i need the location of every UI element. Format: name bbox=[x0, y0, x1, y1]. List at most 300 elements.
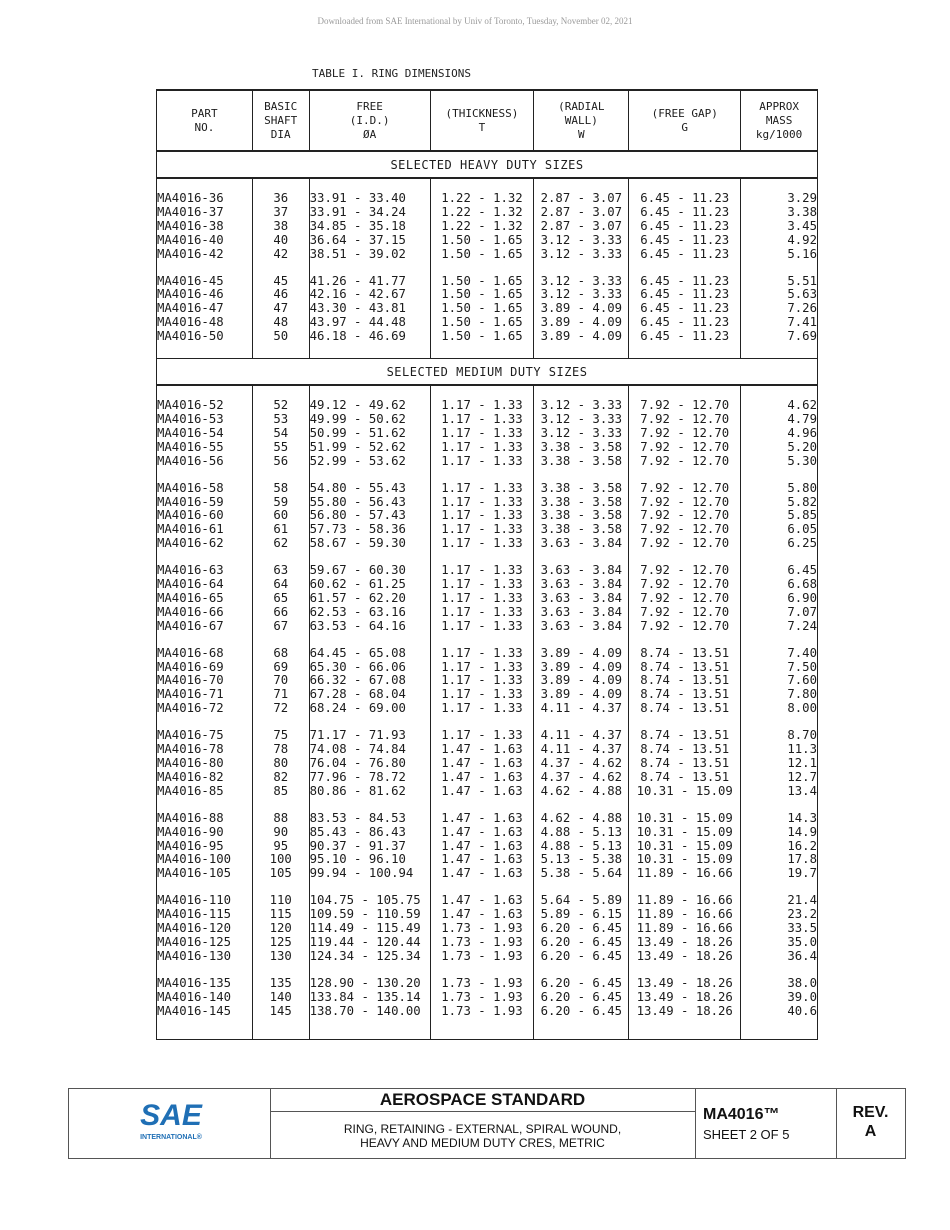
sae-logo-subtext: INTERNATIONAL® bbox=[140, 1134, 202, 1141]
free-id-cell: 36.64 - 37.15 bbox=[309, 234, 430, 248]
part-no-cell: MA4016-71 bbox=[157, 688, 253, 702]
part-no-cell: MA4016-95 bbox=[157, 840, 253, 854]
mass-cell: 7.41 bbox=[741, 316, 818, 330]
table-row bbox=[157, 894, 818, 908]
table-row bbox=[157, 743, 818, 757]
table-body bbox=[157, 151, 818, 1039]
mass-cell: 7.26 bbox=[741, 302, 818, 316]
thickness-cell: 1.17 - 1.33 bbox=[430, 441, 534, 455]
shaft-dia-cell: 85 bbox=[252, 785, 309, 799]
header-shaft-dia: BASIC SHAFT DIA bbox=[252, 90, 309, 151]
radial-wall-cell: 3.38 - 3.58 bbox=[534, 523, 629, 537]
free-id-cell: 34.85 - 35.18 bbox=[309, 220, 430, 234]
free-gap-cell: 6.45 - 11.23 bbox=[629, 330, 741, 344]
radial-wall-cell: 6.20 - 6.45 bbox=[534, 950, 629, 964]
free-id-cell: 50.99 - 51.62 bbox=[309, 427, 430, 441]
mass-cell: 4.79 bbox=[741, 413, 818, 427]
free-id-cell: 56.80 - 57.43 bbox=[309, 509, 430, 523]
radial-wall-cell: 4.62 - 4.88 bbox=[534, 785, 629, 799]
shaft-dia-cell: 54 bbox=[252, 427, 309, 441]
table-row bbox=[157, 936, 818, 950]
free-id-cell: 38.51 - 39.02 bbox=[309, 248, 430, 262]
thickness-cell: 1.50 - 1.65 bbox=[430, 330, 534, 344]
shaft-dia-cell: 60 bbox=[252, 509, 309, 523]
radial-wall-cell: 4.62 - 4.88 bbox=[534, 812, 629, 826]
part-no-cell: MA4016-47 bbox=[157, 302, 253, 316]
free-gap-cell: 8.74 - 13.51 bbox=[629, 674, 741, 688]
part-no-cell: MA4016-37 bbox=[157, 206, 253, 220]
free-gap-cell: 13.49 - 18.26 bbox=[629, 950, 741, 964]
sae-logo bbox=[135, 1101, 207, 1145]
thickness-cell: 1.17 - 1.33 bbox=[430, 688, 534, 702]
table-row bbox=[157, 330, 818, 344]
table-row bbox=[157, 482, 818, 496]
header-part-no: PART NO. bbox=[157, 90, 253, 151]
free-gap-cell: 6.45 - 11.23 bbox=[629, 206, 741, 220]
group-spacer bbox=[157, 964, 818, 977]
shaft-dia-cell: 53 bbox=[252, 413, 309, 427]
free-id-cell: 61.57 - 62.20 bbox=[309, 592, 430, 606]
radial-wall-cell: 3.38 - 3.58 bbox=[534, 441, 629, 455]
thickness-cell: 1.73 - 1.93 bbox=[430, 936, 534, 950]
table-row bbox=[157, 661, 818, 675]
thickness-cell: 1.17 - 1.33 bbox=[430, 413, 534, 427]
mass-cell: 4.92 bbox=[741, 234, 818, 248]
part-no-cell: MA4016-110 bbox=[157, 894, 253, 908]
free-id-cell: 99.94 - 100.94 bbox=[309, 867, 430, 881]
part-no-cell: MA4016-145 bbox=[157, 1005, 253, 1019]
free-id-cell: 64.45 - 65.08 bbox=[309, 647, 430, 661]
free-id-cell: 67.28 - 68.04 bbox=[309, 688, 430, 702]
radial-wall-cell: 3.89 - 4.09 bbox=[534, 647, 629, 661]
table-title: TABLE I. RING DIMENSIONS bbox=[312, 67, 471, 80]
shaft-dia-cell: 62 bbox=[252, 537, 309, 551]
part-no-cell: MA4016-68 bbox=[157, 647, 253, 661]
free-id-cell: 51.99 - 52.62 bbox=[309, 441, 430, 455]
free-id-cell: 60.62 - 61.25 bbox=[309, 578, 430, 592]
part-no-cell: MA4016-46 bbox=[157, 288, 253, 302]
free-id-cell: 128.90 - 130.20 bbox=[309, 977, 430, 991]
part-no-cell: MA4016-61 bbox=[157, 523, 253, 537]
free-gap-cell: 10.31 - 15.09 bbox=[629, 812, 741, 826]
radial-wall-cell: 3.63 - 3.84 bbox=[534, 578, 629, 592]
free-id-cell: 33.91 - 34.24 bbox=[309, 206, 430, 220]
shaft-dia-cell: 125 bbox=[252, 936, 309, 950]
radial-wall-cell: 3.89 - 4.09 bbox=[534, 330, 629, 344]
shaft-dia-cell: 61 bbox=[252, 523, 309, 537]
shaft-dia-cell: 36 bbox=[252, 192, 309, 206]
mass-cell: 7.40 bbox=[741, 647, 818, 661]
part-no-cell: MA4016-45 bbox=[157, 275, 253, 289]
free-gap-cell: 7.92 - 12.70 bbox=[629, 496, 741, 510]
part-no-cell: MA4016-65 bbox=[157, 592, 253, 606]
thickness-cell: 1.47 - 1.63 bbox=[430, 757, 534, 771]
radial-wall-cell: 3.12 - 3.33 bbox=[534, 427, 629, 441]
radial-wall-cell: 4.37 - 4.62 bbox=[534, 771, 629, 785]
free-id-cell: 65.30 - 66.06 bbox=[309, 661, 430, 675]
thickness-cell: 1.50 - 1.65 bbox=[430, 288, 534, 302]
thickness-cell: 1.17 - 1.33 bbox=[430, 509, 534, 523]
free-gap-cell: 7.92 - 12.70 bbox=[629, 427, 741, 441]
table-row bbox=[157, 991, 818, 1005]
thickness-cell: 1.47 - 1.63 bbox=[430, 867, 534, 881]
shaft-dia-cell: 140 bbox=[252, 991, 309, 1005]
group-spacer bbox=[157, 344, 818, 359]
free-gap-cell: 6.45 - 11.23 bbox=[629, 192, 741, 206]
radial-wall-cell: 3.63 - 3.84 bbox=[534, 537, 629, 551]
shaft-dia-cell: 37 bbox=[252, 206, 309, 220]
radial-wall-cell: 3.89 - 4.09 bbox=[534, 674, 629, 688]
mass-cell: 7.07 bbox=[741, 606, 818, 620]
free-id-cell: 59.67 - 60.30 bbox=[309, 564, 430, 578]
radial-wall-cell: 4.11 - 4.37 bbox=[534, 702, 629, 716]
thickness-cell: 1.22 - 1.32 bbox=[430, 220, 534, 234]
mass-cell: 3.38 bbox=[741, 206, 818, 220]
part-no-cell: MA4016-48 bbox=[157, 316, 253, 330]
free-id-cell: 63.53 - 64.16 bbox=[309, 620, 430, 634]
free-id-cell: 95.10 - 96.10 bbox=[309, 853, 430, 867]
shaft-dia-cell: 88 bbox=[252, 812, 309, 826]
mass-cell: 6.68 bbox=[741, 578, 818, 592]
radial-wall-cell: 3.89 - 4.09 bbox=[534, 302, 629, 316]
shaft-dia-cell: 58 bbox=[252, 482, 309, 496]
thickness-cell: 1.17 - 1.33 bbox=[430, 482, 534, 496]
part-no-cell: MA4016-60 bbox=[157, 509, 253, 523]
mass-cell: 7.80 bbox=[741, 688, 818, 702]
part-no-cell: MA4016-36 bbox=[157, 192, 253, 206]
part-no-cell: MA4016-85 bbox=[157, 785, 253, 799]
table-row bbox=[157, 757, 818, 771]
free-id-cell: 42.16 - 42.67 bbox=[309, 288, 430, 302]
thickness-cell: 1.73 - 1.93 bbox=[430, 1005, 534, 1019]
mass-cell: 6.90 bbox=[741, 592, 818, 606]
table-row bbox=[157, 496, 818, 510]
free-id-cell: 77.96 - 78.72 bbox=[309, 771, 430, 785]
free-gap-cell: 11.89 - 16.66 bbox=[629, 922, 741, 936]
shaft-dia-cell: 45 bbox=[252, 275, 309, 289]
free-gap-cell: 6.45 - 11.23 bbox=[629, 234, 741, 248]
part-no-cell: MA4016-90 bbox=[157, 826, 253, 840]
free-id-cell: 62.53 - 63.16 bbox=[309, 606, 430, 620]
section-heavy-duty-label: SELECTED HEAVY DUTY SIZES bbox=[157, 151, 818, 178]
shaft-dia-cell: 95 bbox=[252, 840, 309, 854]
radial-wall-cell: 5.64 - 5.89 bbox=[534, 894, 629, 908]
part-no-cell: MA4016-80 bbox=[157, 757, 253, 771]
mass-cell: 11.3 bbox=[741, 743, 818, 757]
thickness-cell: 1.17 - 1.33 bbox=[430, 496, 534, 510]
mass-cell: 7.60 bbox=[741, 674, 818, 688]
mass-cell: 7.69 bbox=[741, 330, 818, 344]
radial-wall-cell: 3.63 - 3.84 bbox=[534, 564, 629, 578]
mass-cell: 12.1 bbox=[741, 757, 818, 771]
mass-cell: 35.0 bbox=[741, 936, 818, 950]
table-row bbox=[157, 812, 818, 826]
shaft-dia-cell: 100 bbox=[252, 853, 309, 867]
document-number-cell bbox=[695, 1089, 837, 1158]
free-gap-cell: 6.45 - 11.23 bbox=[629, 220, 741, 234]
table-row bbox=[157, 688, 818, 702]
free-gap-cell: 7.92 - 12.70 bbox=[629, 441, 741, 455]
part-no-cell: MA4016-120 bbox=[157, 922, 253, 936]
free-gap-cell: 8.74 - 13.51 bbox=[629, 688, 741, 702]
radial-wall-cell: 3.38 - 3.58 bbox=[534, 455, 629, 469]
shaft-dia-cell: 38 bbox=[252, 220, 309, 234]
free-gap-cell: 8.74 - 13.51 bbox=[629, 729, 741, 743]
group-spacer bbox=[157, 1019, 818, 1033]
free-id-cell: 49.12 - 49.62 bbox=[309, 399, 430, 413]
shaft-dia-cell: 135 bbox=[252, 977, 309, 991]
free-gap-cell: 10.31 - 15.09 bbox=[629, 840, 741, 854]
mass-cell: 8.00 bbox=[741, 702, 818, 716]
radial-wall-cell: 5.38 - 5.64 bbox=[534, 867, 629, 881]
free-gap-cell: 6.45 - 11.23 bbox=[629, 275, 741, 289]
part-no-cell: MA4016-38 bbox=[157, 220, 253, 234]
table-row bbox=[157, 620, 818, 634]
thickness-cell: 1.47 - 1.63 bbox=[430, 785, 534, 799]
radial-wall-cell: 4.11 - 4.37 bbox=[534, 743, 629, 757]
thickness-cell: 1.17 - 1.33 bbox=[430, 729, 534, 743]
table-row bbox=[157, 192, 818, 206]
shaft-dia-cell: 50 bbox=[252, 330, 309, 344]
thickness-cell: 1.73 - 1.93 bbox=[430, 950, 534, 964]
shaft-dia-cell: 72 bbox=[252, 702, 309, 716]
radial-wall-cell: 4.11 - 4.37 bbox=[534, 729, 629, 743]
radial-wall-cell: 6.20 - 6.45 bbox=[534, 991, 629, 1005]
table-row bbox=[157, 592, 818, 606]
free-gap-cell: 7.92 - 12.70 bbox=[629, 482, 741, 496]
sae-logo-text: SAE bbox=[140, 1101, 202, 1132]
header-thickness: (THICKNESS) T bbox=[430, 90, 534, 151]
table-bottom bbox=[157, 1033, 818, 1040]
thickness-cell: 1.17 - 1.33 bbox=[430, 674, 534, 688]
mass-cell: 5.16 bbox=[741, 248, 818, 262]
free-gap-cell: 6.45 - 11.23 bbox=[629, 288, 741, 302]
table-row bbox=[157, 867, 818, 881]
shaft-dia-cell: 64 bbox=[252, 578, 309, 592]
part-no-cell: MA4016-67 bbox=[157, 620, 253, 634]
part-no-cell: MA4016-53 bbox=[157, 413, 253, 427]
header-free-gap: (FREE GAP) G bbox=[629, 90, 741, 151]
mass-cell: 4.62 bbox=[741, 399, 818, 413]
part-no-cell: MA4016-69 bbox=[157, 661, 253, 675]
part-no-cell: MA4016-66 bbox=[157, 606, 253, 620]
radial-wall-cell: 2.87 - 3.07 bbox=[534, 220, 629, 234]
thickness-cell: 1.17 - 1.33 bbox=[430, 661, 534, 675]
free-gap-cell: 13.49 - 18.26 bbox=[629, 991, 741, 1005]
part-no-cell: MA4016-64 bbox=[157, 578, 253, 592]
shaft-dia-cell: 90 bbox=[252, 826, 309, 840]
free-id-cell: 52.99 - 53.62 bbox=[309, 455, 430, 469]
part-no-cell: MA4016-78 bbox=[157, 743, 253, 757]
free-id-cell: 55.80 - 56.43 bbox=[309, 496, 430, 510]
thickness-cell: 1.47 - 1.63 bbox=[430, 894, 534, 908]
table-row bbox=[157, 1005, 818, 1019]
free-gap-cell: 13.49 - 18.26 bbox=[629, 977, 741, 991]
free-id-cell: 83.53 - 84.53 bbox=[309, 812, 430, 826]
thickness-cell: 1.47 - 1.63 bbox=[430, 826, 534, 840]
radial-wall-cell: 3.89 - 4.09 bbox=[534, 316, 629, 330]
shaft-dia-cell: 80 bbox=[252, 757, 309, 771]
thickness-cell: 1.47 - 1.63 bbox=[430, 853, 534, 867]
shaft-dia-cell: 48 bbox=[252, 316, 309, 330]
ring-dimensions-table bbox=[156, 89, 818, 1040]
revision-value: A bbox=[864, 1123, 877, 1140]
free-gap-cell: 7.92 - 12.70 bbox=[629, 606, 741, 620]
radial-wall-cell: 3.63 - 3.84 bbox=[534, 620, 629, 634]
shaft-dia-cell: 105 bbox=[252, 867, 309, 881]
mass-cell: 3.45 bbox=[741, 220, 818, 234]
free-id-cell: 138.70 - 140.00 bbox=[309, 1005, 430, 1019]
thickness-cell: 1.73 - 1.93 bbox=[430, 977, 534, 991]
shaft-dia-cell: 70 bbox=[252, 674, 309, 688]
radial-wall-cell: 6.20 - 6.45 bbox=[534, 922, 629, 936]
thickness-cell: 1.50 - 1.65 bbox=[430, 275, 534, 289]
mass-cell: 38.0 bbox=[741, 977, 818, 991]
mass-cell: 3.29 bbox=[741, 192, 818, 206]
radial-wall-cell: 2.87 - 3.07 bbox=[534, 192, 629, 206]
mass-cell: 8.70 bbox=[741, 729, 818, 743]
mass-cell: 39.0 bbox=[741, 991, 818, 1005]
free-gap-cell: 7.92 - 12.70 bbox=[629, 399, 741, 413]
table-row bbox=[157, 427, 818, 441]
mass-cell: 6.25 bbox=[741, 537, 818, 551]
free-id-cell: 133.84 - 135.14 bbox=[309, 991, 430, 1005]
table-row bbox=[157, 702, 818, 716]
document-number: MA4016™ bbox=[703, 1106, 780, 1123]
shaft-dia-cell: 115 bbox=[252, 908, 309, 922]
standard-label: AEROSPACE STANDARD bbox=[270, 1089, 695, 1112]
table-header-row bbox=[157, 90, 818, 151]
part-no-cell: MA4016-42 bbox=[157, 248, 253, 262]
free-id-cell: 41.26 - 41.77 bbox=[309, 275, 430, 289]
free-id-cell: 124.34 - 125.34 bbox=[309, 950, 430, 964]
table-row bbox=[157, 977, 818, 991]
thickness-cell: 1.22 - 1.32 bbox=[430, 192, 534, 206]
thickness-cell: 1.17 - 1.33 bbox=[430, 564, 534, 578]
part-no-cell: MA4016-50 bbox=[157, 330, 253, 344]
table-row bbox=[157, 523, 818, 537]
radial-wall-cell: 3.12 - 3.33 bbox=[534, 248, 629, 262]
shaft-dia-cell: 65 bbox=[252, 592, 309, 606]
table-row bbox=[157, 908, 818, 922]
table-row bbox=[157, 455, 818, 469]
header-radial-wall: (RADIAL WALL) W bbox=[534, 90, 629, 151]
group-spacer bbox=[157, 178, 818, 192]
mass-cell: 36.4 bbox=[741, 950, 818, 964]
radial-wall-cell: 4.88 - 5.13 bbox=[534, 840, 629, 854]
group-spacer bbox=[157, 469, 818, 482]
part-no-cell: MA4016-140 bbox=[157, 991, 253, 1005]
shaft-dia-cell: 120 bbox=[252, 922, 309, 936]
table-row bbox=[157, 826, 818, 840]
thickness-cell: 1.17 - 1.33 bbox=[430, 606, 534, 620]
table-row bbox=[157, 578, 818, 592]
free-gap-cell: 6.45 - 11.23 bbox=[629, 248, 741, 262]
table-row bbox=[157, 840, 818, 854]
section-medium-duty bbox=[157, 359, 818, 386]
shaft-dia-cell: 42 bbox=[252, 248, 309, 262]
radial-wall-cell: 3.12 - 3.33 bbox=[534, 288, 629, 302]
mass-cell: 5.80 bbox=[741, 482, 818, 496]
free-id-cell: 54.80 - 55.43 bbox=[309, 482, 430, 496]
part-no-cell: MA4016-54 bbox=[157, 427, 253, 441]
table-row bbox=[157, 302, 818, 316]
radial-wall-cell: 3.38 - 3.58 bbox=[534, 496, 629, 510]
table-row bbox=[157, 206, 818, 220]
free-gap-cell: 11.89 - 16.66 bbox=[629, 867, 741, 881]
radial-wall-cell: 3.12 - 3.33 bbox=[534, 234, 629, 248]
thickness-cell: 1.47 - 1.63 bbox=[430, 840, 534, 854]
revision-label: REV. bbox=[852, 1104, 889, 1121]
shaft-dia-cell: 71 bbox=[252, 688, 309, 702]
mass-cell: 4.96 bbox=[741, 427, 818, 441]
part-no-cell: MA4016-59 bbox=[157, 496, 253, 510]
free-id-cell: 80.86 - 81.62 bbox=[309, 785, 430, 799]
mass-cell: 5.82 bbox=[741, 496, 818, 510]
thickness-cell: 1.47 - 1.63 bbox=[430, 771, 534, 785]
free-gap-cell: 7.92 - 12.70 bbox=[629, 455, 741, 469]
table-row bbox=[157, 771, 818, 785]
free-gap-cell: 7.92 - 12.70 bbox=[629, 578, 741, 592]
thickness-cell: 1.17 - 1.33 bbox=[430, 523, 534, 537]
part-no-cell: MA4016-135 bbox=[157, 977, 253, 991]
header-free-id: FREE (I.D.) ØA bbox=[309, 90, 430, 151]
thickness-cell: 1.17 - 1.33 bbox=[430, 537, 534, 551]
table-row bbox=[157, 564, 818, 578]
part-no-cell: MA4016-63 bbox=[157, 564, 253, 578]
part-no-cell: MA4016-72 bbox=[157, 702, 253, 716]
thickness-cell: 1.47 - 1.63 bbox=[430, 743, 534, 757]
thickness-cell: 1.47 - 1.63 bbox=[430, 812, 534, 826]
mass-cell: 23.2 bbox=[741, 908, 818, 922]
radial-wall-cell: 3.12 - 3.33 bbox=[534, 399, 629, 413]
table-row bbox=[157, 316, 818, 330]
shaft-dia-cell: 55 bbox=[252, 441, 309, 455]
title-block bbox=[68, 1088, 906, 1159]
radial-wall-cell: 3.63 - 3.84 bbox=[534, 606, 629, 620]
shaft-dia-cell: 67 bbox=[252, 620, 309, 634]
mass-cell: 19.7 bbox=[741, 867, 818, 881]
thickness-cell: 1.17 - 1.33 bbox=[430, 578, 534, 592]
thickness-cell: 1.50 - 1.65 bbox=[430, 234, 534, 248]
table-row bbox=[157, 248, 818, 262]
free-id-cell: 49.99 - 50.62 bbox=[309, 413, 430, 427]
section-medium-duty-label: SELECTED MEDIUM DUTY SIZES bbox=[157, 359, 818, 386]
table-row bbox=[157, 606, 818, 620]
free-gap-cell: 8.74 - 13.51 bbox=[629, 647, 741, 661]
shaft-dia-cell: 46 bbox=[252, 288, 309, 302]
radial-wall-cell: 3.38 - 3.58 bbox=[534, 509, 629, 523]
free-id-cell: 66.32 - 67.08 bbox=[309, 674, 430, 688]
radial-wall-cell: 6.20 - 6.45 bbox=[534, 1005, 629, 1019]
header-approx-mass: APPROX MASS kg/1000 bbox=[741, 90, 818, 151]
shaft-dia-cell: 66 bbox=[252, 606, 309, 620]
mass-cell: 7.50 bbox=[741, 661, 818, 675]
thickness-cell: 1.50 - 1.65 bbox=[430, 316, 534, 330]
radial-wall-cell: 3.38 - 3.58 bbox=[534, 482, 629, 496]
mass-cell: 5.51 bbox=[741, 275, 818, 289]
free-id-cell: 57.73 - 58.36 bbox=[309, 523, 430, 537]
mass-cell: 5.63 bbox=[741, 288, 818, 302]
title-cell bbox=[270, 1089, 696, 1158]
shaft-dia-cell: 75 bbox=[252, 729, 309, 743]
part-no-cell: MA4016-125 bbox=[157, 936, 253, 950]
document-title: RING, RETAINING - EXTERNAL, SPIRAL WOUND, HEAVY AND MEDIUM DUTY CRES, METRIC bbox=[343, 1122, 622, 1150]
thickness-cell: 1.17 - 1.33 bbox=[430, 647, 534, 661]
thickness-cell: 1.17 - 1.33 bbox=[430, 592, 534, 606]
table-row bbox=[157, 785, 818, 799]
shaft-dia-cell: 130 bbox=[252, 950, 309, 964]
